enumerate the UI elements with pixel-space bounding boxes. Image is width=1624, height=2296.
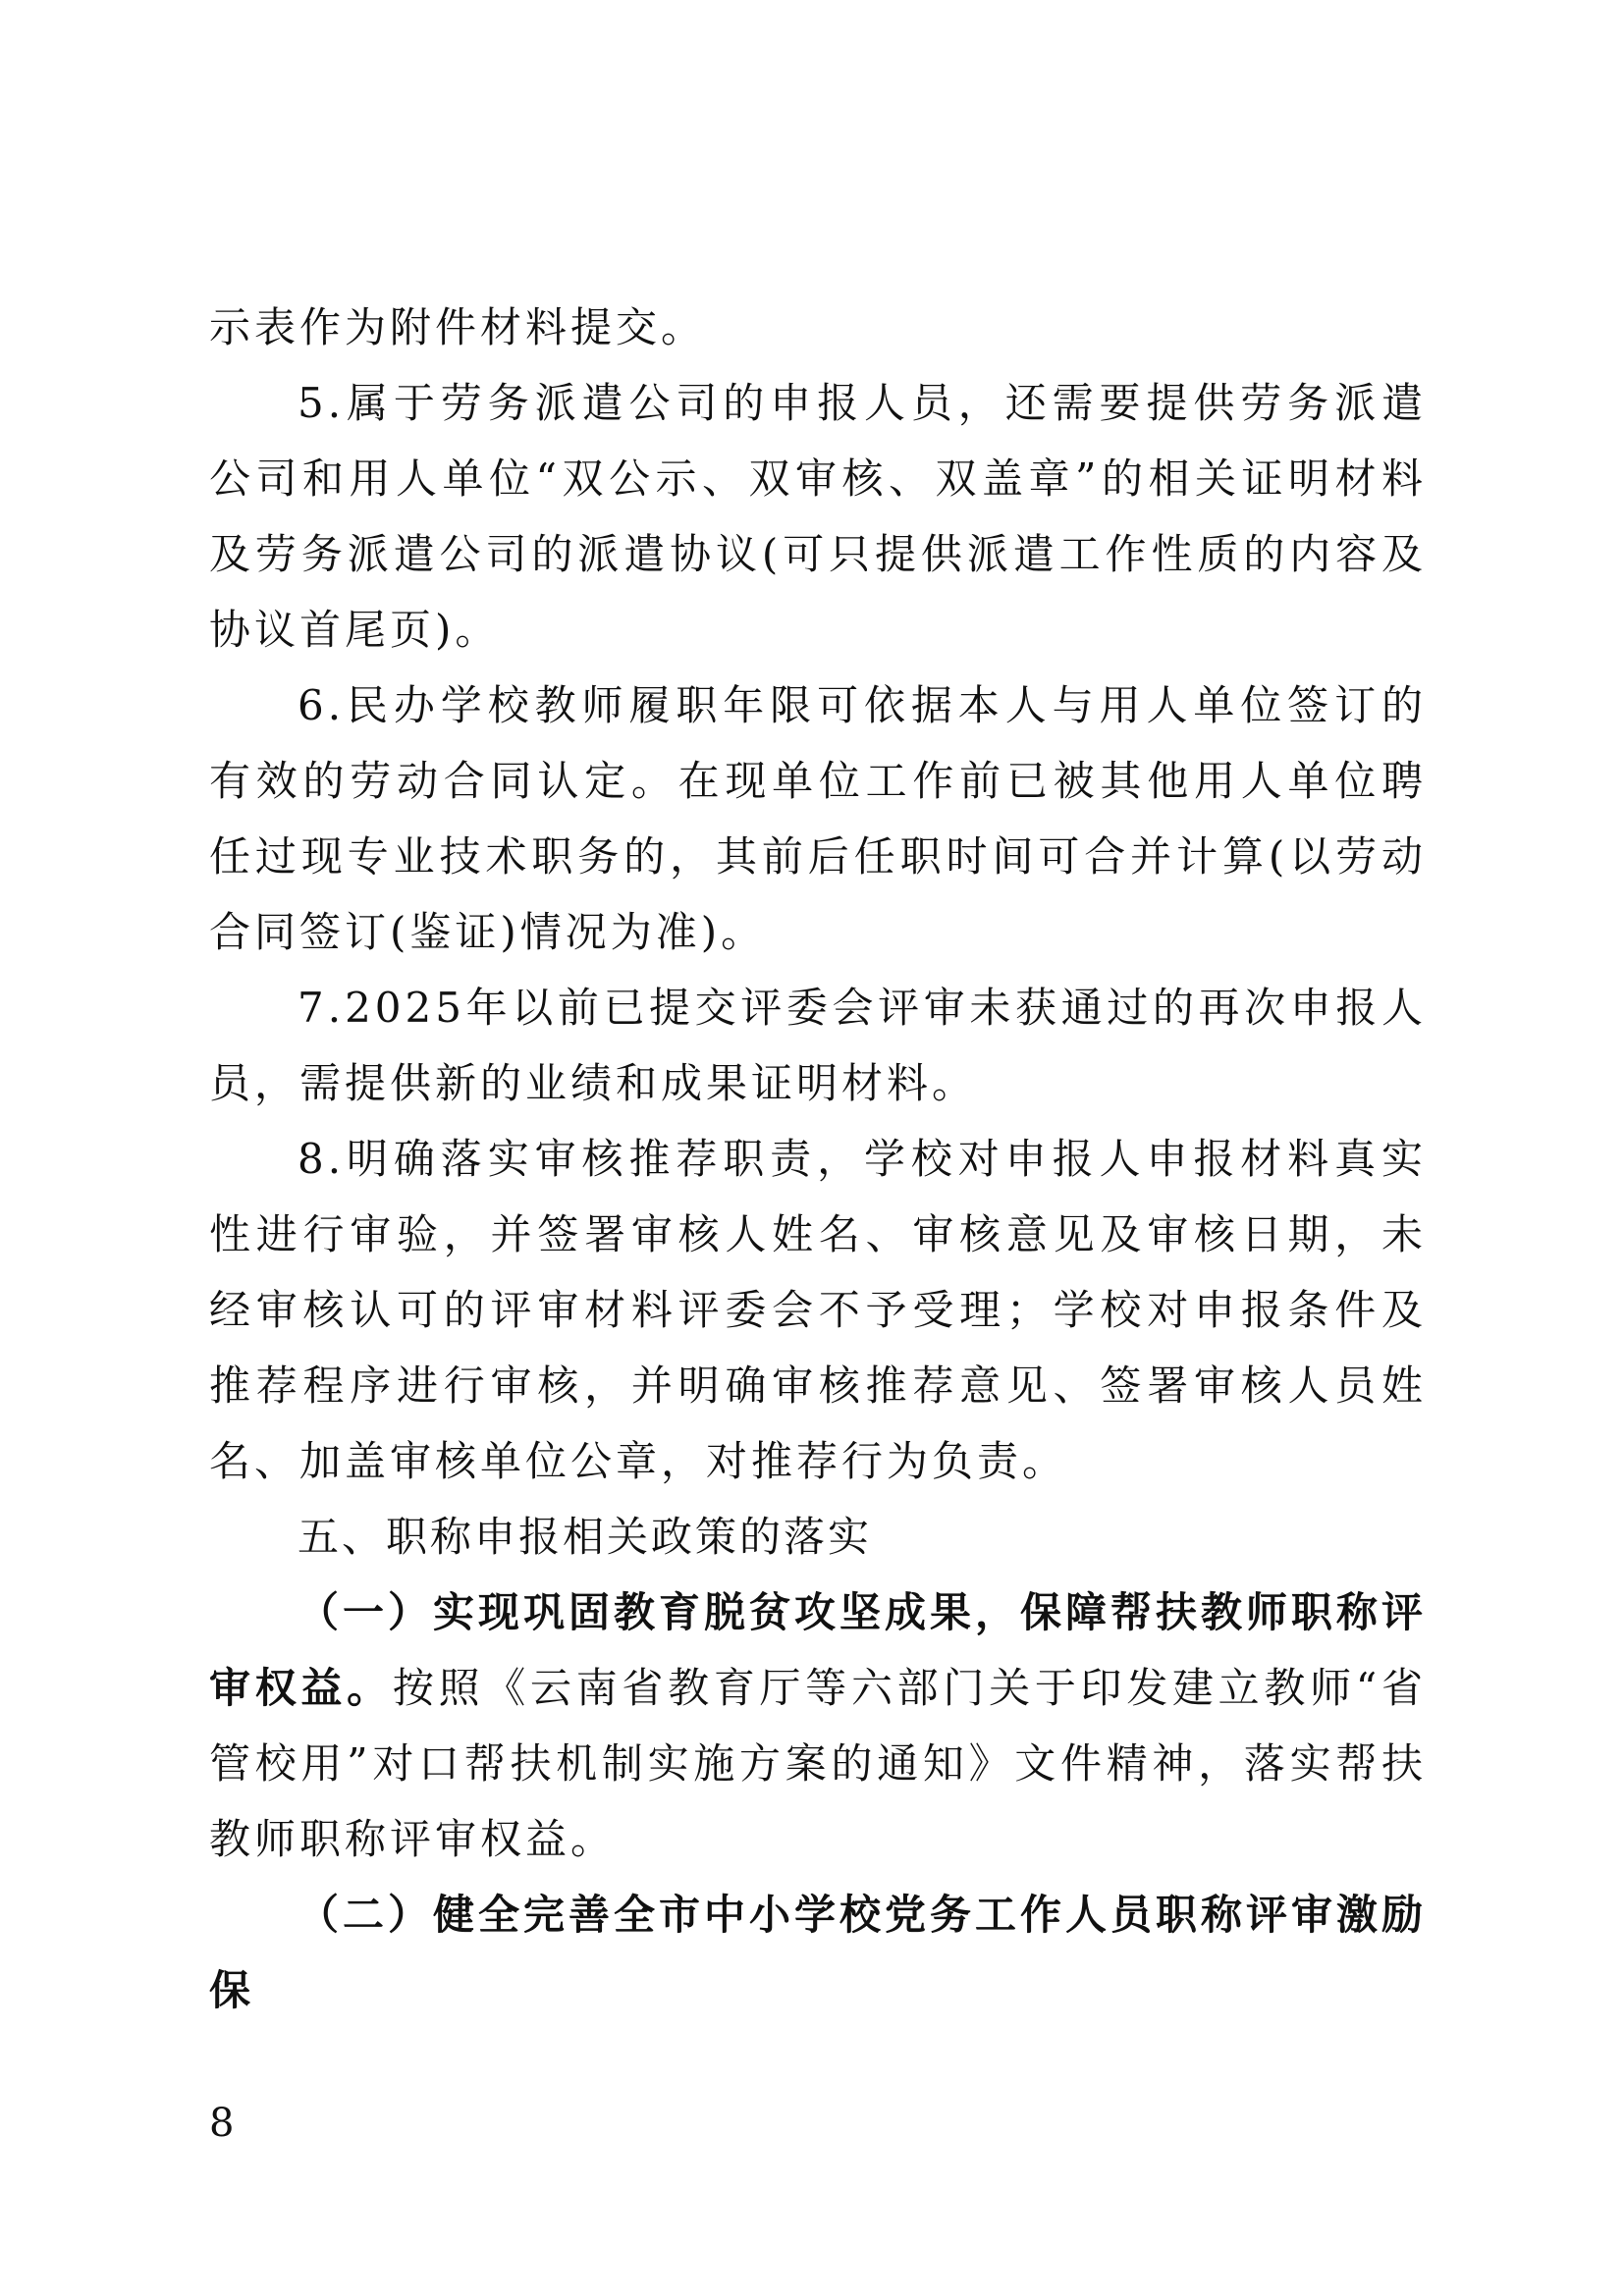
paragraph-continuation: 示表作为附件材料提交。: [209, 303, 707, 351]
section-5-item-2: [209, 1877, 1427, 2028]
page-number: 8: [209, 2101, 235, 2146]
item-2-lead: （二）健全完善全市中小学校党务工作人员职称评审激励保: [209, 1891, 1428, 2014]
paragraph-item-8: 8.明确落实审核推荐职责，学校对申报人申报材料真实性进行审验，并签署审核人姓名、审核意见及审核日期，未经审核认可的评审材料评委会不予受理；学校对申报条件及推荐程序进行审核，并明确审核推荐意见、签署审核人员姓名、加盖审核单位公章，对推荐行为负责。: [209, 1135, 1427, 1485]
paragraph-item-7: 7.2025年以前已提交评委会评审未获通过的再次申报人员，需提供新的业绩和成果证明材料。: [209, 984, 1427, 1107]
section-heading-5: 五、职称申报相关政策的落实: [298, 1513, 873, 1561]
paragraph-item-6: 6.民办学校教师履职年限可依据本人与用人单位签订的有效的劳动合同认定。在现单位工作前已被其他用人单位聘任过现专业技术职务的，其前后任职时间可合并计算(以劳动合同签订(鉴证)情况为准)。: [209, 681, 1427, 956]
section-5-item-1: [209, 1575, 1427, 1877]
document-body: [209, 290, 1427, 2028]
paragraph-item-5: 5.属于劳务派遣公司的申报人员，还需要提供劳务派遣公司和用人单位“双公示、双审核、双盖章”的相关证明材料及劳务派遣公司的派遣协议(可只提供派遣工作性质的内容及协议首尾页)。: [209, 379, 1427, 654]
item-1-body: 按照《云南省教育厅等六部门关于印发建立教师“省管校用”对口帮扶机制实施方案的通知》文件精神，落实帮扶教师职称评审权益。: [209, 1664, 1427, 1863]
item-1-lead: （一）实现巩固教育脱贫攻坚成果，保障帮扶教师职称评审权益。: [209, 1588, 1428, 1712]
